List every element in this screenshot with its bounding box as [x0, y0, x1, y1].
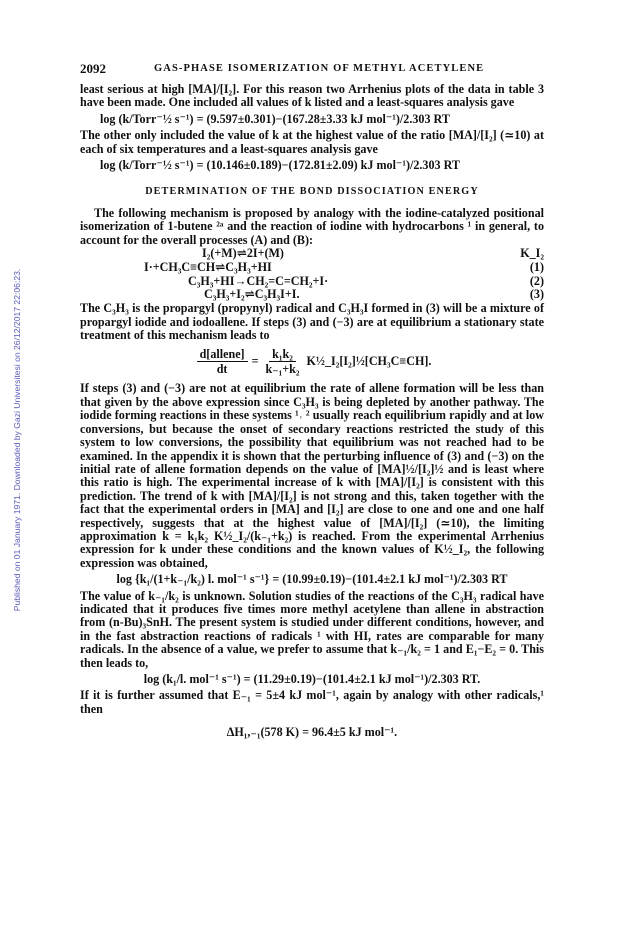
reaction-1-label: (1) [529, 259, 544, 274]
paragraph-6: The value of k₋₁/k₂ is unknown. Solution studies of the reactions of the C₃H₃ radical have indicated that it produces five times more methyl acetylene than allene in abstraction from (n-Bu)₃SnH. The present system is studied under different conditions, however, and in the fast abstraction reactions of radicals ¹ with HI, rates are comparable for many radicals. In the absence of a value, we prefer to assume that k₋₁/k₂ = 1 and E₁−E₂ = 0. This then leads to, [80, 588, 544, 670]
page-header [80, 61, 542, 77]
reaction-equilibrium-text: I₂(+M)⇌2I+(M) [202, 246, 284, 261]
page-number: 2092 [80, 61, 106, 76]
section-heading: DETERMINATION OF THE BOND DISSOCIATION ENERGY [145, 186, 479, 198]
reaction-2-label: (2) [529, 273, 544, 288]
paragraph-1: least serious at high [MA]/[I₂]. For this reason two Arrhenius plots of the data in table 3 have been made. One included all values of k listed and a least-squares analysis gave [80, 82, 544, 110]
reaction-3-text: C₃H₃+I₂⇌C₃H₃I+I. [204, 287, 300, 302]
equation-4: log (k₁/l. mol⁻¹ s⁻¹) = (11.29±0.19)−(101.4±2.1 kJ mol⁻¹)/2.303 RT. [143, 672, 481, 686]
rate-constant-fraction [263, 347, 303, 376]
equation-2: log (k/Torr⁻½ s⁻¹) = (10.146±0.189)−(172.81±2.09) kJ mol⁻¹)/2.303 RT [100, 158, 460, 173]
rate-denominator: dt [216, 362, 228, 377]
reaction-3-label: (3) [529, 287, 544, 302]
paragraph-2: The other only included the value of k at the highest value of the ratio [MA]/[I₂] (≃10) at each of six temperatures and a least-squares analysis gave [80, 128, 544, 156]
rate-constant-denominator: k₋₁+k₂ [265, 362, 300, 377]
paragraph-3: The following mechanism is proposed by analogy with the iodine-catalyzed positional isomerization of 1-butene ²ᵃ and the reaction of iodine with hydrocarbons ¹ in general, to account for the overall processes (A) and (B): [80, 205, 544, 247]
equation-1: log (k/Torr⁻½ s⁻¹) = (9.597±0.301)−(167.28±3.33 kJ mol⁻¹)/2.303 RT [100, 111, 450, 126]
rate-expression [80, 347, 544, 376]
paragraph-5: If steps (3) and (−3) are not at equilibrium the rate of allene formation will be less than that given by the above expression since C₃H₃ is being depleted by another pathway. The iodide forming reactions in these systems ¹˒ ² usually reach equilibrium rapidly and at low conversions, but because the onset of secondary reactions restricted the study of this system to low conversions, the possibility that equilibrium was not reached had to be examined. In the appendix it is shown that the perturbing influence of (3) and (−3) on the initial rate of allene formation depends on the value of [MA]½/[I₂]½ and is least where this ratio is high. The experimental increase of k with [MA]/[I₂] is consistent with this prediction. The trend of k with [MA]/[I₂] is not strong and this, taken together with the fact that the experimental orders in [MA] and [I₂] are close to one and one and one half respectively, suggests that at the highest value of [MA]/[I₂] (≃10), the limiting approximation k = k₁k₂ K½_I₂/(k₋₁+k₂) is reached. From the experimental Arrhenius expression for k under these conditions and the known values of K½_I₂, the following expression was obtained, [80, 381, 544, 570]
running-title: GAS-PHASE ISOMERIZATION OF METHYL ACETYLENE [154, 63, 485, 74]
rate-numerator: d[allene] [197, 347, 248, 362]
reaction-1 [80, 261, 544, 275]
body-text [80, 83, 544, 740]
rate-constant-numerator: k₁k₂ [269, 347, 296, 362]
paragraph-4: The C₃H₃ is the propargyl (propynyl) radical and C₃H₃I formed in (3) will be a mixture of propargyl iodide and iodoallene. If steps (3) and (−3) are at equilibrium a stationary state treatment of this mechanism leads to [80, 301, 544, 343]
reaction-equilibrium [80, 247, 544, 261]
reaction-2-text: C₃H₃+HI→CH₂=C=CH₂+I· [188, 273, 329, 288]
download-watermark [10, 140, 24, 740]
equation-3: log {k₁/(1+k₋₁/k₂) l. mol⁻¹ s⁻¹} = (10.99±0.19)−(101.4±2.1 kJ mol⁻¹)/2.303 RT [116, 572, 508, 587]
rate-concentration-terms: K½_I₂[I₂]½[CH₃C≡CH]. [306, 354, 432, 369]
reaction-equilibrium-label: K_I₂ [520, 246, 544, 261]
equation-5: ΔH₁,₋₁(578 K) = 96.4±5 kJ mol⁻¹. [226, 725, 398, 740]
rate-derivative [197, 347, 248, 376]
reaction-3 [80, 288, 544, 302]
paragraph-7: If it is further assumed that E₋₁ = 5±4 kJ mol⁻¹, again by analogy with other radicals,¹ then [80, 688, 544, 716]
download-watermark-text: Published on 01 January 1971. Downloaded by Gazi Universitesi on 26/12/2017 22:06:23. [12, 268, 22, 612]
reaction-1-text: I·+CH₃C≡CH⇌C₃H₃+HI [144, 259, 272, 274]
reaction-2 [80, 275, 544, 289]
rate-equals: = [251, 354, 259, 369]
